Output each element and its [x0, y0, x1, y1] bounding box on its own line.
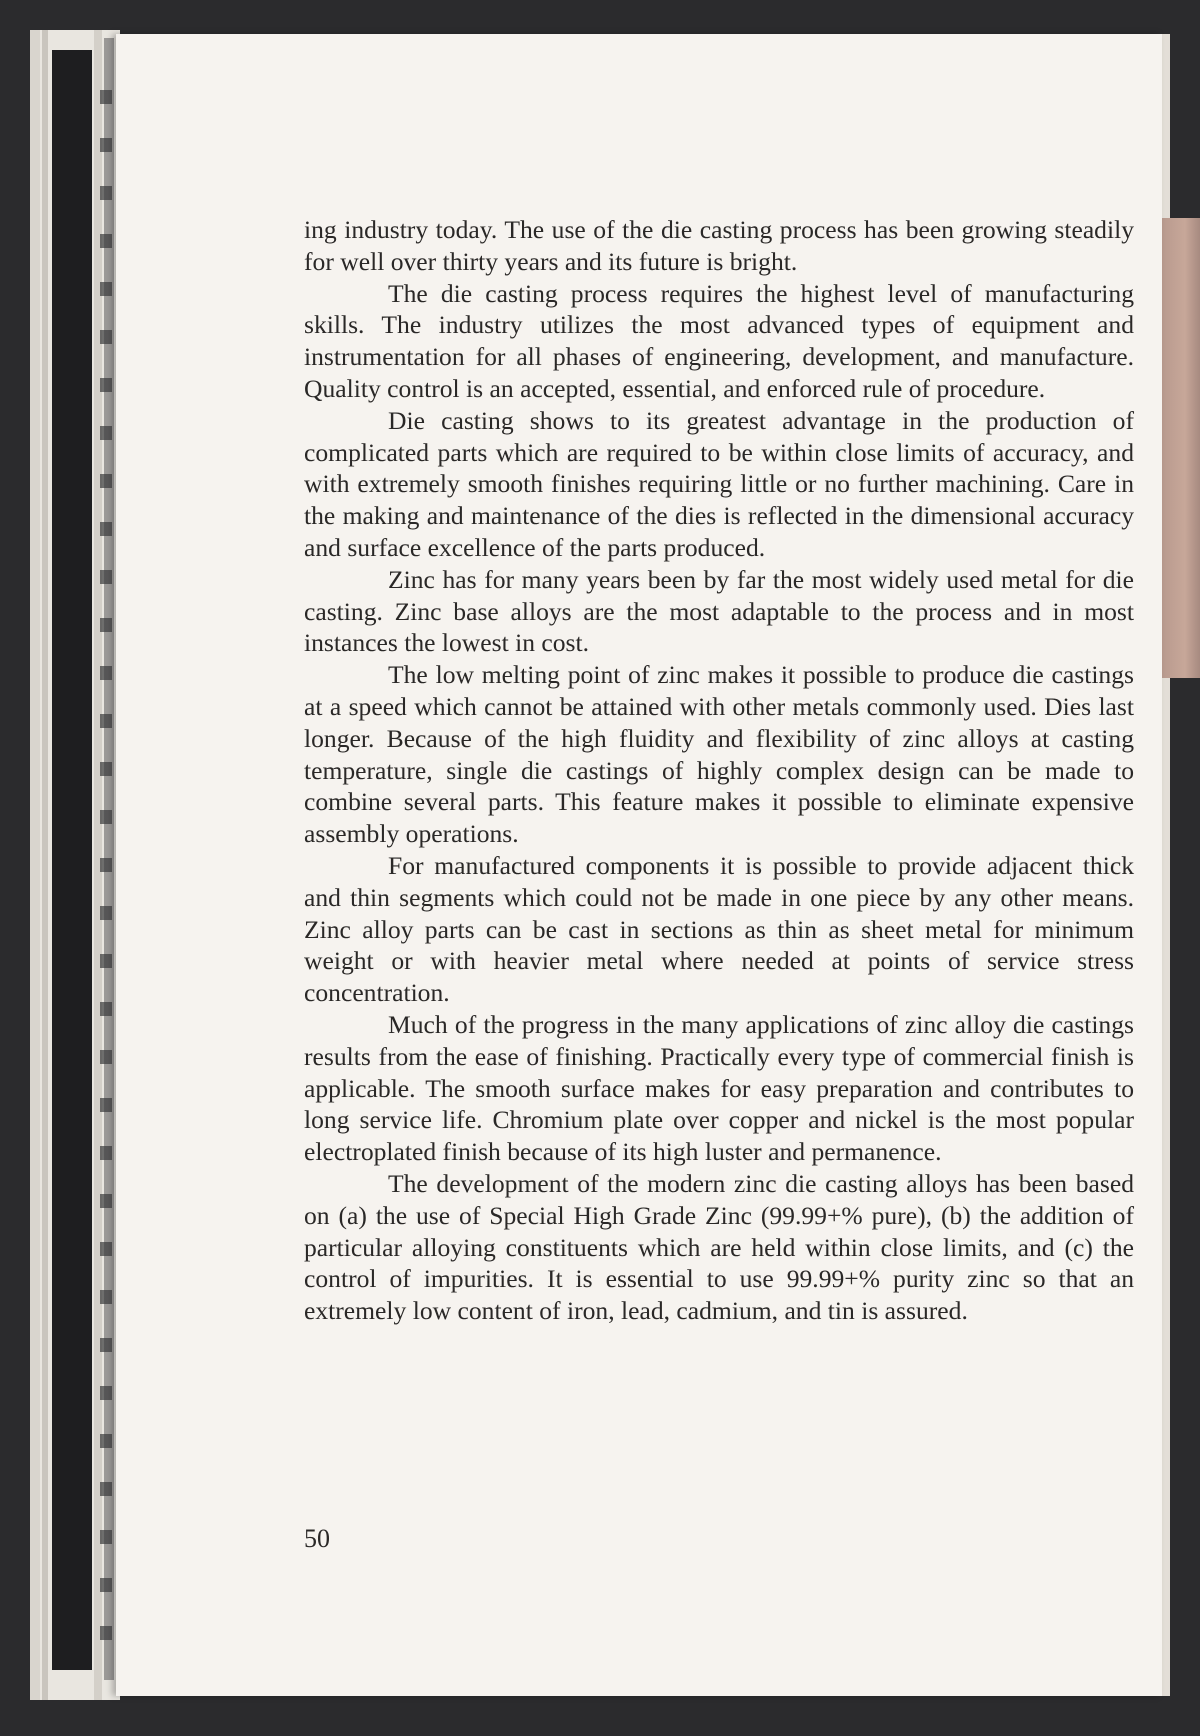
paragraph-1: ing industry today. The use of the die casting process has been growing steadily for well over thirty years and its future is bright.	[304, 215, 1134, 276]
paragraph-6: For manufactured components it is possible to provide adjacent thick and thin segments which could not be made in one piece by any other means. Zinc alloy parts can be cast in sections as thin as sheet metal for minimum weight or with heavier metal where needed at points of service stress concentration.	[304, 850, 1134, 1008]
page-number: 50	[304, 1524, 330, 1553]
paragraph-4: Zinc has for many years been by far the most widely used metal for die casting. Zinc base alloys are the most adaptable to the process and in most instances the lowest in cost.	[304, 564, 1134, 658]
body-text	[304, 214, 1134, 1327]
paragraph-8: The development of the modern zinc die casting alloys has been based on (a) the use of Special High Grade Zinc (99.99+% pure), (b) the addition of particular alloying constituents which are held within close limits, and (c) the control of impurities. It is essential to use 99.99+% purity zinc so that an extremely low content of iron, lead, cadmium, and tin is assured.	[304, 1168, 1134, 1326]
book-spine-shadow	[52, 50, 92, 1670]
page-edge-marks	[100, 90, 112, 1650]
page-edge-strip	[30, 30, 40, 1700]
paragraph-7: Much of the progress in the many applications of zinc alloy die castings results from the ease of finishing. Practically every type of commercial finish is applicable. The smooth surface makes for easy preparation and contributes to long service life. Chromium plate over copper and nickel is the most popular electroplated finish because of its high luster and permanence.	[304, 1009, 1134, 1167]
paragraph-5: The low melting point of zinc makes it possible to produce die castings at a speed which cannot be attained with other metals commonly used. Dies last longer. Because of the high fluidity and flexibility of zinc alloys at casting temperature, single die castings of highly complex design can be made to combine several parts. This feature makes it possible to eliminate expensive assembly operations.	[304, 660, 1134, 849]
paragraph-2: The die casting process requires the highest level of manufacturing skills. The industry utilizes the most advanced types of equipment and instrumentation for all phases of engineering, development, and manufacture. Quality control is an accepted, essential, and enforced rule of procedure.	[304, 278, 1134, 403]
paragraph-3: Die casting shows to its greatest advantage in the production of complicated parts which are required to be within close limits of accuracy, and with extremely smooth finishes requiring little or no further machining. Care in the making and maintenance of the dies is reflected in the dimensional accuracy and surface excellence of the parts produced.	[304, 405, 1134, 562]
page-edge-strip	[42, 30, 48, 1700]
book-page-stack	[30, 30, 120, 1700]
right-bookmark-tab	[1162, 218, 1200, 678]
